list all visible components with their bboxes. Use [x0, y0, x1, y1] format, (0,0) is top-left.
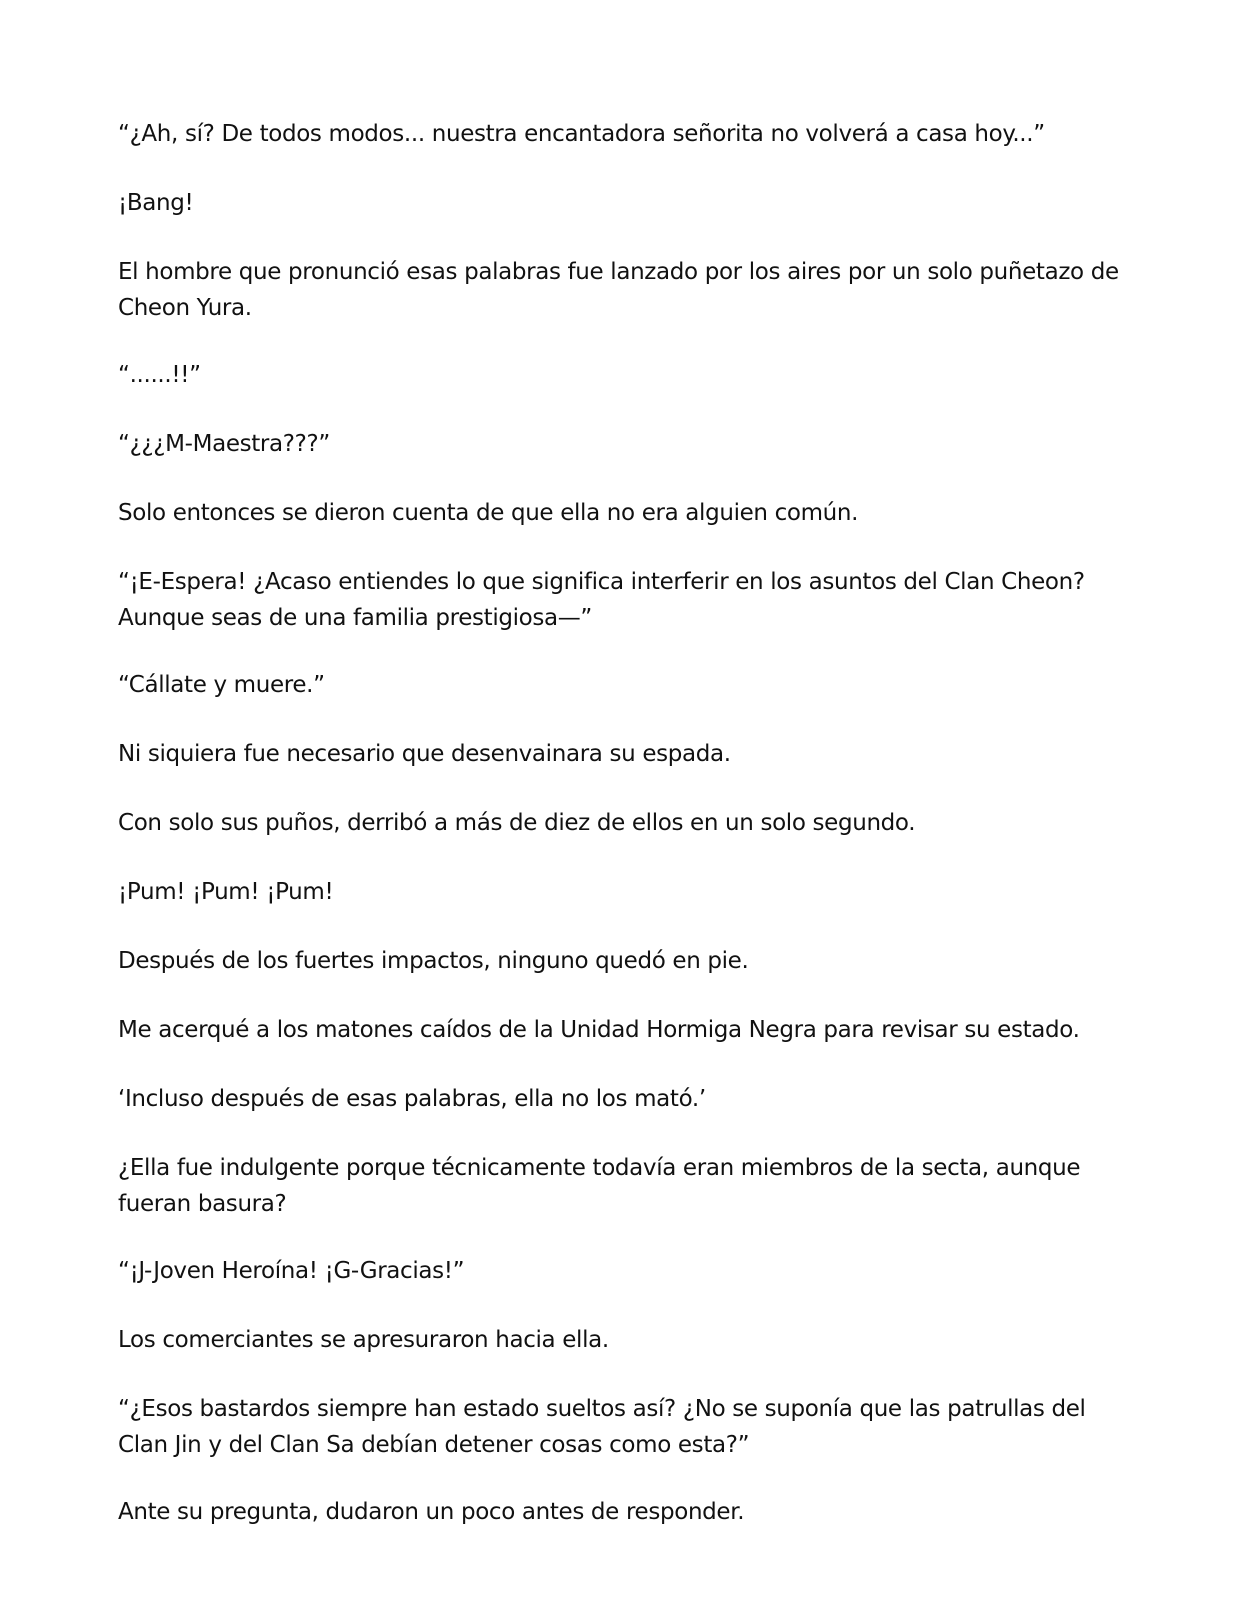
- paragraph: “¡E-Espera! ¿Acaso entiendes lo que significa interferir en los asuntos del Clan Cheon? Aunque seas de una familia prestigiosa—”: [118, 569, 1085, 631]
- paragraph: Ni siquiera fue necesario que desenvainara su espada.: [118, 741, 731, 767]
- paragraph: Con solo sus puños, derribó a más de diez de ellos en un solo segundo.: [118, 810, 916, 836]
- paragraph: Me acerqué a los matones caídos de la Unidad Hormiga Negra para revisar su estado.: [118, 1017, 1080, 1043]
- paragraph: ‘Incluso después de esas palabras, ella no los mató.’: [118, 1086, 706, 1112]
- paragraph: “¡J-Joven Heroína! ¡G-Gracias!”: [118, 1258, 465, 1284]
- paragraph: “¿Ah, sí? De todos modos... nuestra encantadora señorita no volverá a casa hoy...”: [118, 121, 1045, 147]
- paragraph: Los comerciantes se apresuraron hacia ella.: [118, 1327, 609, 1353]
- paragraph: El hombre que pronunció esas palabras fue lanzado por los aires por un solo puñetazo de Cheon Yura.: [118, 259, 1119, 321]
- paragraph: “Cállate y muere.”: [118, 672, 325, 698]
- paragraph: Solo entonces se dieron cuenta de que ella no era alguien común.: [118, 500, 859, 526]
- paragraph: ¿Ella fue indulgente porque técnicamente todavía eran miembros de la secta, aunque fueran basura?: [118, 1155, 1081, 1217]
- paragraph: ¡Bang!: [118, 190, 194, 216]
- paragraph: “......!!”: [118, 362, 201, 388]
- paragraph: Ante su pregunta, dudaron un poco antes de responder.: [118, 1499, 745, 1525]
- paragraph: ¡Pum! ¡Pum! ¡Pum!: [118, 879, 334, 905]
- paragraph: Después de los fuertes impactos, ninguno quedó en pie.: [118, 948, 749, 974]
- paragraph: “¿Esos bastardos siempre han estado sueltos así? ¿No se suponía que las patrullas del Clan Jin y del Clan Sa debían detener cosas como esta?”: [118, 1396, 1086, 1458]
- paragraph: “¿¿¿M-Maestra???”: [118, 431, 330, 457]
